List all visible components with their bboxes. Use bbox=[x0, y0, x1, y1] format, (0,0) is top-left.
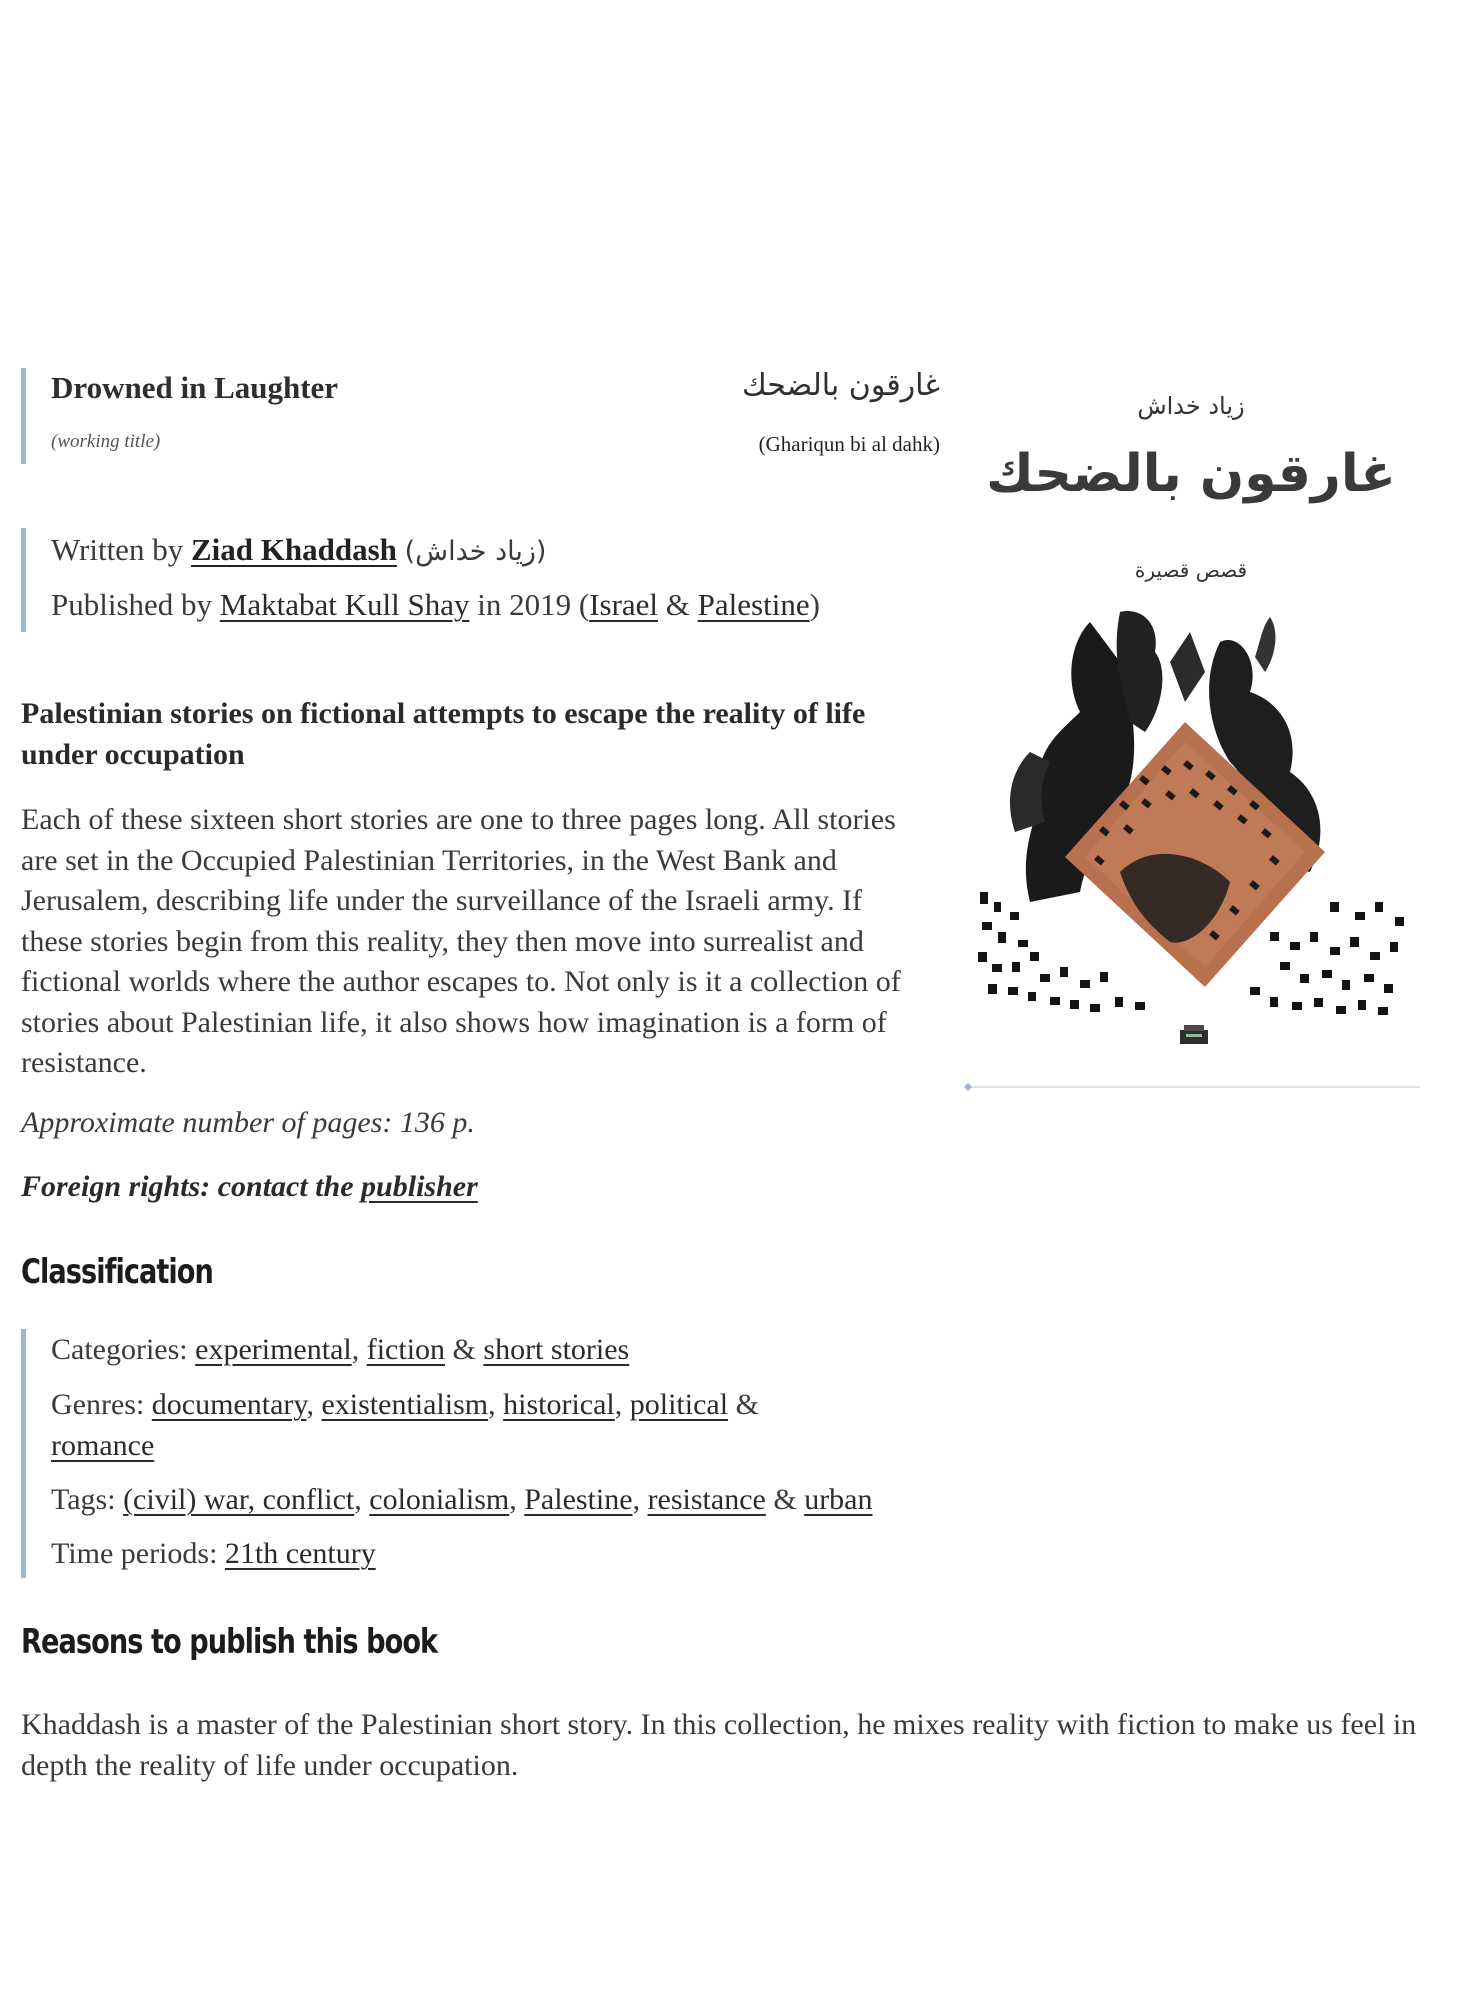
genre-link[interactable]: documentary bbox=[151, 1388, 307, 1421]
tag-link[interactable]: Palestine bbox=[524, 1483, 633, 1516]
reasons-heading: Reasons to publish this book bbox=[21, 1622, 438, 1662]
cover-subtitle-arabic: قصص قصيرة bbox=[1134, 558, 1248, 582]
time-periods-line bbox=[51, 1533, 931, 1574]
genres-line: Genres: documentary, existentialism, historical, political & romance bbox=[51, 1388, 759, 1462]
book-subtitle: Palestinian stories on fictional attempts to escape the reality of life under occupation bbox=[21, 697, 866, 771]
tag-link[interactable]: colonialism bbox=[369, 1483, 510, 1516]
written-by-label: Written by bbox=[51, 532, 184, 567]
categories-line: Categories: experimental, fiction & short stories bbox=[51, 1333, 630, 1366]
tag-link[interactable]: (civil) war, conflict bbox=[123, 1483, 355, 1516]
book-description: Each of these sixteen short stories are one to three pages long. All stories are set in the Occupied Palestinian Territories, in the West Bank and Jerusalem, describing life under the surveillance of the Israeli army. If these stories begin from this reality, they then move into surrealist and fictional worlds where the author escapes to. Not only is it a collection of stories about Palestinian life, it also shows how imagination is a form of resistance. bbox=[21, 803, 901, 1079]
cover-title-arabic: غارقون بالضحك bbox=[986, 444, 1396, 504]
cover-artwork bbox=[970, 602, 1412, 1042]
tags-label: Tags: bbox=[51, 1483, 116, 1516]
cover-author-arabic: زياد خداش bbox=[1137, 392, 1245, 420]
category-link[interactable]: fiction bbox=[366, 1333, 446, 1366]
time-period-link[interactable]: 21th century bbox=[224, 1537, 376, 1570]
genre-link[interactable]: historical bbox=[503, 1388, 615, 1421]
tag-link[interactable]: resistance bbox=[647, 1483, 766, 1516]
book-title-arabic: غارقون بالضحك bbox=[741, 368, 940, 403]
rights-publisher-link[interactable]: publisher bbox=[361, 1170, 478, 1203]
book-title-transliteration: (Ghariqun bi al dahk) bbox=[758, 432, 940, 456]
author-line bbox=[51, 532, 546, 568]
time-periods-label: Time periods: bbox=[51, 1537, 218, 1570]
genre-link[interactable]: existentialism bbox=[321, 1388, 489, 1421]
categories-label: Categories: bbox=[51, 1333, 188, 1366]
classification-heading: Classification bbox=[21, 1252, 213, 1292]
reasons-text: Khaddash is a master of the Palestinian short story. In this collection, he mixes reality with fiction to make us feel in depth the reality of life under occupation. bbox=[21, 1708, 1417, 1782]
tags-line: Tags: (civil) war, conflict, colonialism, Palestine, resistance & urban bbox=[51, 1483, 873, 1516]
publisher-line: Published by Maktabat Kull Shay in 2019 (Israel & Palestine) bbox=[51, 587, 820, 622]
category-link[interactable]: short stories bbox=[483, 1333, 630, 1366]
publisher-logo-icon bbox=[1178, 1022, 1210, 1046]
credits-block bbox=[21, 528, 926, 632]
title-block bbox=[21, 368, 940, 464]
foreign-rights bbox=[21, 1170, 478, 1204]
genres-label: Genres: bbox=[51, 1388, 145, 1421]
rights-prefix: Foreign rights: contact the bbox=[21, 1170, 354, 1203]
working-title-note: (working title) bbox=[51, 431, 161, 452]
tag-link[interactable]: urban bbox=[804, 1483, 873, 1516]
publisher-link[interactable]: Maktabat Kull Shay bbox=[219, 587, 470, 622]
author-link[interactable]: Ziad Khaddash bbox=[190, 532, 397, 567]
page-count: Approximate number of pages: 136 p. bbox=[21, 1106, 475, 1139]
genre-link[interactable]: romance bbox=[51, 1429, 155, 1462]
classification-block bbox=[21, 1329, 936, 1578]
author-arabic: (زياد خداش) bbox=[404, 536, 547, 567]
book-cover-image bbox=[962, 372, 1420, 1092]
country-link-palestine[interactable]: Palestine bbox=[697, 587, 810, 622]
published-by-label: Published by bbox=[51, 587, 213, 622]
book-title: Drowned in Laughter bbox=[51, 370, 339, 405]
genre-link[interactable]: political bbox=[629, 1388, 729, 1421]
category-link[interactable]: experimental bbox=[195, 1333, 352, 1366]
country-link-israel[interactable]: Israel bbox=[589, 587, 659, 622]
cover-divider bbox=[962, 1082, 1420, 1092]
publish-year: in 2019 bbox=[477, 587, 572, 622]
